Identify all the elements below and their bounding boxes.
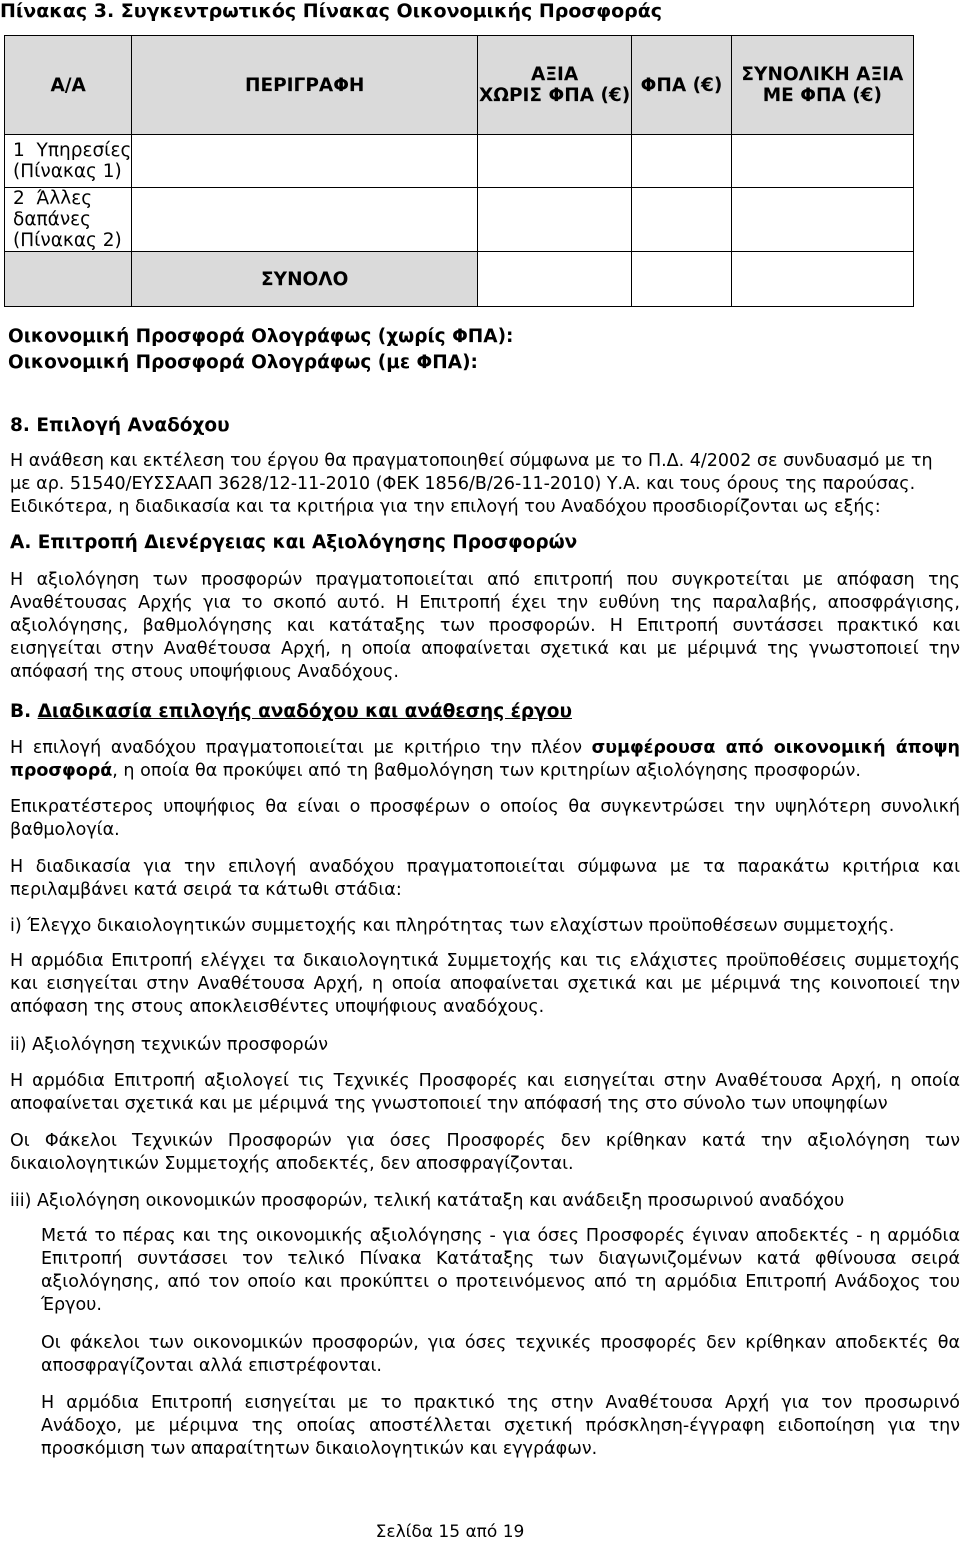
stage-3-text-2: Οι φάκελοι των οικονομικών προσφορών, για όσες τεχνικές προσφορές δεν κρίθηκαν αποδεκτές θα αποσφραγίζονται αλλά επιστρέφονται. xyxy=(41,1333,960,1376)
header-description: ΠΕΡΙΓΡΑΦΗ xyxy=(132,36,478,135)
stage-2-heading xyxy=(10,1034,960,1057)
row-value-cell xyxy=(478,135,632,188)
stage-1-heading xyxy=(10,915,960,938)
stage-3-text-1: Μετά το πέρας και της οικονομικής αξιολόγησης - για όσες Προσφορές έγιναν αποδεκτές - η αρμόδια Επιτροπή συντάσσει τον τελικό Πίνακα Κατάταξης των διαγωνιζομένων κατά φθίνουσα σειρά αξιολόγησης, από τον οποίο και προκύπτει ο προτεινόμενος από τη αρμόδια Επιτροπή Ανάδοχος του Έργου. xyxy=(41,1226,960,1315)
total-aa-cell xyxy=(5,252,132,307)
section-b-paragraph-1 xyxy=(10,737,960,783)
stage-3-text-3: Η αρμόδια Επιτροπή εισηγείται με το πρακτικό της στην Αναθέτουσα Αρχή για τον προσωρινό Ανάδοχο, με μέριμνα της οποίας αποστέλλεται σχετική πρόσκληση-έγγραφη ειδοποίηση για την προσκόμιση των απαραίτητων δικαιολογητικών και εγγράφων. xyxy=(41,1393,960,1459)
table-title: Πίνακας 3. Συγκεντρωτικός Πίνακας Οικονομικής Προσφοράς xyxy=(0,0,663,22)
financial-offer-table xyxy=(4,35,914,307)
section-a-heading: Α. Επιτροπή Διενέργειας και Αξιολόγησης Προσφορών xyxy=(10,532,578,553)
header-vat: ΦΠΑ (€) xyxy=(632,36,732,135)
row-vat-cell xyxy=(632,135,732,188)
section-8-intro-line: Η ανάθεση και εκτέλεση του έργου θα πραγματοποιηθεί σύμφωνα με το Π.Δ. 4/2002 σε συνδυασμό με τη xyxy=(10,451,933,471)
header-total-with-vat xyxy=(731,36,913,135)
table-row xyxy=(5,188,914,252)
stage-3-heading xyxy=(10,1190,960,1213)
offer-in-words-with-vat: Οικονομική Προσφορά Ολογράφως (με ΦΠΑ): xyxy=(8,352,478,373)
header-value-no-vat-line2: ΧΩΡΙΣ ΦΠΑ (€) xyxy=(479,85,631,106)
row-description: Άλλες δαπάνες (Πίνακας 2) xyxy=(13,188,122,251)
section-8-heading: 8. Επιλογή Αναδόχου xyxy=(10,415,230,436)
stage-3-label: iii) Αξιολόγηση οικονομικών προσφορών, τελική κατάταξη και ανάδειξη προσωρινού αναδόχου xyxy=(10,1191,845,1211)
total-total-cell xyxy=(731,252,913,307)
section-b-title: Διαδικασία επιλογής αναδόχου και ανάθεσης έργου xyxy=(37,701,572,722)
row-aa-text: 1 xyxy=(13,140,25,161)
total-label: ΣΥΝΟΛΟ xyxy=(132,252,478,307)
p1-bold: συμφέρουσα από οικονομική άποψη προσφορά xyxy=(10,738,960,781)
table-header-row xyxy=(5,36,914,135)
section-8-intro xyxy=(10,450,960,519)
header-aa: Α/Α xyxy=(5,36,132,135)
section-a-text: Η αξιολόγηση των προσφορών πραγματοποιείται από επιτροπή που συγκροτείται με απόφαση της Αναθέτουσας Αρχής για το σκοπό αυτό. Η Επιτροπή έχει την ευθύνη της παραλαβής, αποσφράγισης, αξιολόγησης, βαθμολόγησης και κατάταξης των προσφορών. Η Επιτροπή συντάσσει πρακτικό και εισηγείται στην Αναθέτουσα Αρχή, η οποία αποφαίνεται σχετικά και με μέριμνά της γνωστοποιεί την απόφασή της στους υποψήφιους Αναδόχους. xyxy=(10,570,960,682)
row-description-cell xyxy=(132,135,478,188)
header-total-line1: ΣΥΝΟΛΙΚΗ ΑΞΙΑ xyxy=(741,64,904,85)
page-number: Σελίδα 15 από 19 xyxy=(375,1522,525,1542)
stage-2-text-1: Η αρμόδια Επιτροπή αξιολογεί τις Τεχνικές Προσφορές και εισηγείται στην Αναθέτουσα Αρχή, η οποία αποφαίνεται σχετικά και με μέριμνά της γνωστοποιεί την απόφασή της στο σύνολο των υποψηφίων xyxy=(10,1071,960,1114)
section-b-paragraph-3: Η διαδικασία για την επιλογή αναδόχου πραγματοποιείται σύμφωνα με τα παρακάτω κριτήρια και περιλαμβάνει κατά σειρά τα κάτωθι στάδια: xyxy=(10,857,960,900)
p1-end: , η οποία θα προκύψει από τη βαθμολόγηση των κριτηρίων αξιολόγησης προσφορών. xyxy=(112,761,861,781)
section-b-paragraph-2: Επικρατέστερος υποψήφιος θα είναι ο προσφέρων ο οποίος θα συγκεντρώσει την υψηλότερη συνολική βαθμολογία. xyxy=(10,797,960,840)
total-vat-cell xyxy=(632,252,732,307)
row-value-cell xyxy=(478,188,632,252)
header-total-line2: ΜΕ ΦΠΑ (€) xyxy=(762,85,883,106)
row-aa xyxy=(5,188,132,252)
section-8-intro-line: Ειδικότερα, η διαδικασία και τα κριτήρια για την επιλογή του Αναδόχου προσδιορίζονται ως εξής: xyxy=(10,497,881,517)
stage-2-label: ii) Αξιολόγηση τεχνικών προσφορών xyxy=(10,1035,329,1055)
header-value-no-vat xyxy=(478,36,632,135)
table-row xyxy=(5,135,914,188)
row-description-cell xyxy=(132,188,478,252)
row-aa-text: 2 xyxy=(13,188,25,209)
header-value-no-vat-line1: ΑΞΙΑ xyxy=(531,64,579,85)
table-total-row xyxy=(5,252,914,307)
stage-2-text-2: Οι Φάκελοι Τεχνικών Προσφορών για όσες Προσφορές δεν κρίθηκαν κατά την αξιολόγηση των δικαιολογητικών Συμμετοχής αποδεκτές, δεν αποσφραγίζονται. xyxy=(10,1131,960,1174)
total-value-cell xyxy=(478,252,632,307)
row-description: Υπηρεσίες (Πίνακας 1) xyxy=(13,140,132,182)
offer-in-words-without-vat: Οικονομική Προσφορά Ολογράφως (χωρίς ΦΠΑ): xyxy=(8,326,514,347)
section-b-prefix: Β. xyxy=(10,701,38,722)
row-total-cell xyxy=(731,135,913,188)
stage-1-label: i) Έλεγχο δικαιολογητικών συμμετοχής και πληρότητας των ελαχίστων προϋποθέσεων συμμετοχής. xyxy=(10,916,895,936)
row-vat-cell xyxy=(632,188,732,252)
stage-1-text: Η αρμόδια Επιτροπή ελέγχει τα δικαιολογητικά Συμμετοχής και τις ελάχιστες προϋποθέσεις συμμετοχής και εισηγείται στην Αναθέτουσα Αρχή, η οποία αποφαίνεται σχετικά και με μέριμνά της κοινοποιεί την απόφαση της στους αποκλεισθέντες υποψήφιους αναδόχους. xyxy=(10,951,960,1017)
section-8-intro-line: με αρ. 51540/ΕΥΣΣΑΑΠ 3628/12-11-2010 (ΦΕΚ 1856/Β/26-11-2010) Υ.Α. και τους όρους της παρούσας. xyxy=(10,474,916,494)
row-total-cell xyxy=(731,188,913,252)
p1-start: Η επιλογή αναδόχου πραγματοποιείται με κριτήριο την πλέον xyxy=(10,738,592,758)
row-aa xyxy=(5,135,132,188)
section-b-heading xyxy=(10,701,572,722)
